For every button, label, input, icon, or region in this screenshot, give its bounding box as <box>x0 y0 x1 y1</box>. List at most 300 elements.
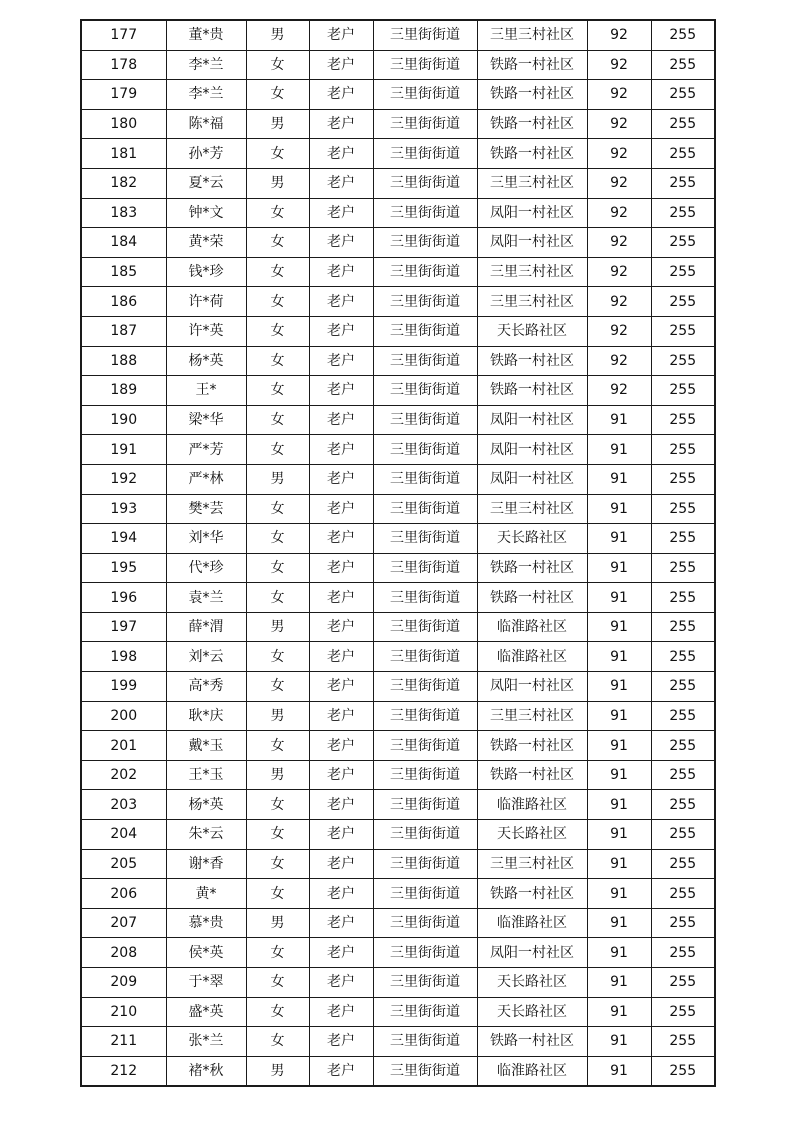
cell-amount: 255 <box>651 168 715 198</box>
cell-amount: 255 <box>651 287 715 317</box>
cell-household-type: 老户 <box>309 20 373 50</box>
cell-household-type: 老户 <box>309 524 373 554</box>
cell-score: 91 <box>587 908 651 938</box>
table-row <box>81 553 715 583</box>
cell-street: 三里街街道 <box>373 997 477 1027</box>
table-row <box>81 435 715 465</box>
cell-gender: 女 <box>246 316 309 346</box>
cell-community: 临淮路社区 <box>477 642 587 672</box>
cell-street: 三里街街道 <box>373 109 477 139</box>
cell-community: 铁路一村社区 <box>477 139 587 169</box>
cell-street: 三里街街道 <box>373 287 477 317</box>
cell-household-type: 老户 <box>309 316 373 346</box>
table-row <box>81 494 715 524</box>
cell-score: 92 <box>587 80 651 110</box>
table-row <box>81 820 715 850</box>
cell-name: 张*兰 <box>166 1027 246 1057</box>
table-row <box>81 464 715 494</box>
cell-name: 严*芳 <box>166 435 246 465</box>
cell-street: 三里街街道 <box>373 168 477 198</box>
cell-gender: 女 <box>246 287 309 317</box>
cell-name: 许*英 <box>166 316 246 346</box>
cell-name: 耿*庆 <box>166 701 246 731</box>
cell-household-type: 老户 <box>309 435 373 465</box>
cell-score: 91 <box>587 790 651 820</box>
cell-community: 凤阳一村社区 <box>477 672 587 702</box>
table-row <box>81 938 715 968</box>
cell-household-type: 老户 <box>309 257 373 287</box>
table-row <box>81 1027 715 1057</box>
cell-street: 三里街街道 <box>373 820 477 850</box>
cell-score: 92 <box>587 139 651 169</box>
cell-row-number: 204 <box>81 820 166 850</box>
cell-row-number: 188 <box>81 346 166 376</box>
cell-name: 王* <box>166 376 246 406</box>
cell-amount: 255 <box>651 405 715 435</box>
table-row <box>81 346 715 376</box>
cell-row-number: 181 <box>81 139 166 169</box>
cell-name: 刘*云 <box>166 642 246 672</box>
cell-street: 三里街街道 <box>373 701 477 731</box>
cell-name: 钟*文 <box>166 198 246 228</box>
cell-row-number: 205 <box>81 849 166 879</box>
cell-row-number: 180 <box>81 109 166 139</box>
cell-row-number: 207 <box>81 908 166 938</box>
cell-household-type: 老户 <box>309 701 373 731</box>
cell-household-type: 老户 <box>309 849 373 879</box>
cell-amount: 255 <box>651 879 715 909</box>
cell-household-type: 老户 <box>309 553 373 583</box>
table-row <box>81 731 715 761</box>
cell-name: 代*珍 <box>166 553 246 583</box>
cell-amount: 255 <box>651 109 715 139</box>
cell-gender: 女 <box>246 50 309 80</box>
cell-household-type: 老户 <box>309 1027 373 1057</box>
cell-household-type: 老户 <box>309 612 373 642</box>
cell-community: 凤阳一村社区 <box>477 938 587 968</box>
cell-gender: 女 <box>246 731 309 761</box>
cell-score: 92 <box>587 376 651 406</box>
cell-name: 孙*芳 <box>166 139 246 169</box>
cell-household-type: 老户 <box>309 376 373 406</box>
cell-household-type: 老户 <box>309 228 373 258</box>
cell-household-type: 老户 <box>309 583 373 613</box>
cell-street: 三里街街道 <box>373 524 477 554</box>
cell-score: 91 <box>587 849 651 879</box>
cell-street: 三里街街道 <box>373 346 477 376</box>
cell-score: 92 <box>587 198 651 228</box>
cell-name: 李*兰 <box>166 50 246 80</box>
cell-street: 三里街街道 <box>373 80 477 110</box>
cell-household-type: 老户 <box>309 968 373 998</box>
table-row <box>81 583 715 613</box>
cell-score: 91 <box>587 672 651 702</box>
table-row <box>81 80 715 110</box>
cell-street: 三里街街道 <box>373 405 477 435</box>
cell-household-type: 老户 <box>309 938 373 968</box>
table-body <box>81 20 715 1086</box>
table-row <box>81 849 715 879</box>
cell-score: 91 <box>587 405 651 435</box>
cell-name: 董*贵 <box>166 20 246 50</box>
cell-name: 慕*贵 <box>166 908 246 938</box>
cell-community: 凤阳一村社区 <box>477 228 587 258</box>
table-row <box>81 997 715 1027</box>
cell-amount: 255 <box>651 139 715 169</box>
cell-row-number: 178 <box>81 50 166 80</box>
cell-score: 91 <box>587 968 651 998</box>
cell-amount: 255 <box>651 731 715 761</box>
cell-amount: 255 <box>651 553 715 583</box>
cell-gender: 女 <box>246 849 309 879</box>
cell-street: 三里街街道 <box>373 257 477 287</box>
table-row <box>81 760 715 790</box>
cell-amount: 255 <box>651 1056 715 1086</box>
cell-amount: 255 <box>651 228 715 258</box>
cell-household-type: 老户 <box>309 464 373 494</box>
cell-street: 三里街街道 <box>373 849 477 879</box>
cell-street: 三里街街道 <box>373 612 477 642</box>
cell-household-type: 老户 <box>309 879 373 909</box>
cell-amount: 255 <box>651 849 715 879</box>
cell-score: 91 <box>587 464 651 494</box>
cell-community: 铁路一村社区 <box>477 376 587 406</box>
cell-household-type: 老户 <box>309 287 373 317</box>
cell-community: 三里三村社区 <box>477 257 587 287</box>
table-row <box>81 405 715 435</box>
cell-name: 王*玉 <box>166 760 246 790</box>
table-row <box>81 1056 715 1086</box>
cell-row-number: 197 <box>81 612 166 642</box>
cell-score: 91 <box>587 1027 651 1057</box>
table-row <box>81 168 715 198</box>
table-row <box>81 50 715 80</box>
cell-row-number: 212 <box>81 1056 166 1086</box>
cell-gender: 女 <box>246 228 309 258</box>
table-row <box>81 672 715 702</box>
cell-score: 91 <box>587 435 651 465</box>
table-row <box>81 524 715 554</box>
cell-gender: 女 <box>246 553 309 583</box>
cell-community: 凤阳一村社区 <box>477 464 587 494</box>
table-row <box>81 612 715 642</box>
cell-name: 许*荷 <box>166 287 246 317</box>
cell-gender: 女 <box>246 820 309 850</box>
cell-street: 三里街街道 <box>373 1027 477 1057</box>
cell-community: 凤阳一村社区 <box>477 198 587 228</box>
cell-name: 樊*芸 <box>166 494 246 524</box>
cell-row-number: 211 <box>81 1027 166 1057</box>
table-row <box>81 20 715 50</box>
cell-community: 天长路社区 <box>477 820 587 850</box>
cell-name: 钱*珍 <box>166 257 246 287</box>
cell-score: 92 <box>587 20 651 50</box>
cell-gender: 男 <box>246 1056 309 1086</box>
cell-amount: 255 <box>651 612 715 642</box>
cell-gender: 女 <box>246 346 309 376</box>
cell-gender: 女 <box>246 642 309 672</box>
cell-community: 铁路一村社区 <box>477 1027 587 1057</box>
cell-score: 92 <box>587 287 651 317</box>
cell-household-type: 老户 <box>309 494 373 524</box>
cell-street: 三里街街道 <box>373 760 477 790</box>
cell-community: 临淮路社区 <box>477 612 587 642</box>
cell-street: 三里街街道 <box>373 1056 477 1086</box>
cell-community: 临淮路社区 <box>477 1056 587 1086</box>
cell-name: 黄*荣 <box>166 228 246 258</box>
cell-community: 三里三村社区 <box>477 494 587 524</box>
cell-amount: 255 <box>651 672 715 702</box>
cell-row-number: 185 <box>81 257 166 287</box>
cell-gender: 女 <box>246 257 309 287</box>
cell-score: 91 <box>587 642 651 672</box>
cell-street: 三里街街道 <box>373 938 477 968</box>
cell-gender: 女 <box>246 435 309 465</box>
cell-row-number: 190 <box>81 405 166 435</box>
cell-street: 三里街街道 <box>373 672 477 702</box>
cell-gender: 女 <box>246 790 309 820</box>
cell-score: 91 <box>587 524 651 554</box>
cell-score: 92 <box>587 168 651 198</box>
cell-amount: 255 <box>651 908 715 938</box>
cell-street: 三里街街道 <box>373 642 477 672</box>
cell-row-number: 202 <box>81 760 166 790</box>
cell-community: 三里三村社区 <box>477 849 587 879</box>
cell-street: 三里街街道 <box>373 494 477 524</box>
cell-score: 91 <box>587 1056 651 1086</box>
cell-score: 91 <box>587 760 651 790</box>
cell-household-type: 老户 <box>309 139 373 169</box>
cell-street: 三里街街道 <box>373 879 477 909</box>
cell-household-type: 老户 <box>309 790 373 820</box>
cell-household-type: 老户 <box>309 1056 373 1086</box>
cell-row-number: 206 <box>81 879 166 909</box>
cell-amount: 255 <box>651 583 715 613</box>
cell-gender: 女 <box>246 376 309 406</box>
cell-name: 黄* <box>166 879 246 909</box>
cell-street: 三里街街道 <box>373 376 477 406</box>
table-row <box>81 642 715 672</box>
cell-gender: 女 <box>246 938 309 968</box>
cell-community: 铁路一村社区 <box>477 50 587 80</box>
cell-score: 92 <box>587 316 651 346</box>
cell-gender: 女 <box>246 879 309 909</box>
cell-score: 92 <box>587 346 651 376</box>
cell-name: 严*林 <box>166 464 246 494</box>
cell-row-number: 199 <box>81 672 166 702</box>
cell-community: 铁路一村社区 <box>477 731 587 761</box>
cell-score: 91 <box>587 820 651 850</box>
cell-score: 92 <box>587 228 651 258</box>
cell-gender: 男 <box>246 701 309 731</box>
cell-household-type: 老户 <box>309 50 373 80</box>
cell-street: 三里街街道 <box>373 20 477 50</box>
cell-name: 刘*华 <box>166 524 246 554</box>
cell-score: 91 <box>587 938 651 968</box>
cell-gender: 女 <box>246 997 309 1027</box>
cell-gender: 女 <box>246 583 309 613</box>
cell-household-type: 老户 <box>309 642 373 672</box>
table-row <box>81 790 715 820</box>
cell-household-type: 老户 <box>309 405 373 435</box>
cell-row-number: 179 <box>81 80 166 110</box>
cell-community: 三里三村社区 <box>477 701 587 731</box>
cell-row-number: 208 <box>81 938 166 968</box>
cell-amount: 255 <box>651 997 715 1027</box>
cell-amount: 255 <box>651 642 715 672</box>
cell-household-type: 老户 <box>309 820 373 850</box>
cell-community: 临淮路社区 <box>477 908 587 938</box>
cell-name: 谢*香 <box>166 849 246 879</box>
cell-score: 92 <box>587 50 651 80</box>
cell-gender: 男 <box>246 109 309 139</box>
cell-street: 三里街街道 <box>373 139 477 169</box>
cell-gender: 女 <box>246 672 309 702</box>
cell-name: 高*秀 <box>166 672 246 702</box>
cell-gender: 男 <box>246 612 309 642</box>
cell-name: 陈*福 <box>166 109 246 139</box>
cell-score: 92 <box>587 109 651 139</box>
cell-household-type: 老户 <box>309 908 373 938</box>
cell-household-type: 老户 <box>309 997 373 1027</box>
cell-community: 三里三村社区 <box>477 20 587 50</box>
table-row <box>81 968 715 998</box>
cell-amount: 255 <box>651 1027 715 1057</box>
cell-row-number: 192 <box>81 464 166 494</box>
cell-street: 三里街街道 <box>373 790 477 820</box>
cell-name: 薛*渭 <box>166 612 246 642</box>
cell-street: 三里街街道 <box>373 908 477 938</box>
table-row <box>81 287 715 317</box>
cell-row-number: 196 <box>81 583 166 613</box>
resident-list-table <box>80 19 716 1087</box>
cell-household-type: 老户 <box>309 80 373 110</box>
cell-amount: 255 <box>651 376 715 406</box>
cell-community: 天长路社区 <box>477 316 587 346</box>
table-row <box>81 701 715 731</box>
cell-community: 临淮路社区 <box>477 790 587 820</box>
cell-street: 三里街街道 <box>373 968 477 998</box>
cell-street: 三里街街道 <box>373 435 477 465</box>
cell-row-number: 187 <box>81 316 166 346</box>
table-row <box>81 198 715 228</box>
cell-amount: 255 <box>651 435 715 465</box>
cell-amount: 255 <box>651 820 715 850</box>
cell-household-type: 老户 <box>309 731 373 761</box>
cell-name: 盛*英 <box>166 997 246 1027</box>
cell-amount: 255 <box>651 494 715 524</box>
cell-score: 92 <box>587 257 651 287</box>
cell-name: 朱*云 <box>166 820 246 850</box>
cell-name: 戴*玉 <box>166 731 246 761</box>
cell-gender: 女 <box>246 80 309 110</box>
cell-amount: 255 <box>651 464 715 494</box>
cell-name: 李*兰 <box>166 80 246 110</box>
cell-community: 铁路一村社区 <box>477 760 587 790</box>
cell-row-number: 182 <box>81 168 166 198</box>
cell-gender: 男 <box>246 168 309 198</box>
cell-street: 三里街街道 <box>373 228 477 258</box>
cell-row-number: 194 <box>81 524 166 554</box>
cell-street: 三里街街道 <box>373 553 477 583</box>
table-row <box>81 879 715 909</box>
cell-score: 91 <box>587 583 651 613</box>
cell-row-number: 191 <box>81 435 166 465</box>
cell-household-type: 老户 <box>309 198 373 228</box>
cell-community: 三里三村社区 <box>477 287 587 317</box>
cell-amount: 255 <box>651 316 715 346</box>
cell-household-type: 老户 <box>309 109 373 139</box>
cell-gender: 女 <box>246 524 309 554</box>
cell-score: 91 <box>587 879 651 909</box>
cell-amount: 255 <box>651 790 715 820</box>
cell-community: 天长路社区 <box>477 968 587 998</box>
cell-row-number: 209 <box>81 968 166 998</box>
cell-row-number: 184 <box>81 228 166 258</box>
cell-row-number: 195 <box>81 553 166 583</box>
cell-gender: 男 <box>246 908 309 938</box>
cell-gender: 女 <box>246 1027 309 1057</box>
table-row <box>81 139 715 169</box>
cell-row-number: 198 <box>81 642 166 672</box>
cell-amount: 255 <box>651 701 715 731</box>
cell-score: 91 <box>587 997 651 1027</box>
cell-gender: 女 <box>246 494 309 524</box>
cell-row-number: 189 <box>81 376 166 406</box>
cell-amount: 255 <box>651 346 715 376</box>
cell-community: 天长路社区 <box>477 997 587 1027</box>
cell-street: 三里街街道 <box>373 731 477 761</box>
cell-row-number: 201 <box>81 731 166 761</box>
cell-amount: 255 <box>651 257 715 287</box>
table-row <box>81 257 715 287</box>
cell-name: 侯*英 <box>166 938 246 968</box>
cell-name: 袁*兰 <box>166 583 246 613</box>
cell-amount: 255 <box>651 50 715 80</box>
cell-community: 铁路一村社区 <box>477 879 587 909</box>
cell-community: 凤阳一村社区 <box>477 405 587 435</box>
table-row <box>81 228 715 258</box>
table-row <box>81 109 715 139</box>
cell-community: 铁路一村社区 <box>477 553 587 583</box>
cell-amount: 255 <box>651 20 715 50</box>
cell-row-number: 200 <box>81 701 166 731</box>
cell-community: 三里三村社区 <box>477 168 587 198</box>
cell-name: 杨*英 <box>166 790 246 820</box>
cell-gender: 女 <box>246 139 309 169</box>
cell-household-type: 老户 <box>309 168 373 198</box>
cell-street: 三里街街道 <box>373 583 477 613</box>
table-row <box>81 316 715 346</box>
cell-row-number: 183 <box>81 198 166 228</box>
cell-score: 91 <box>587 612 651 642</box>
cell-name: 褚*秋 <box>166 1056 246 1086</box>
cell-community: 铁路一村社区 <box>477 583 587 613</box>
cell-name: 夏*云 <box>166 168 246 198</box>
cell-household-type: 老户 <box>309 346 373 376</box>
table-row <box>81 908 715 938</box>
cell-name: 杨*英 <box>166 346 246 376</box>
cell-row-number: 203 <box>81 790 166 820</box>
cell-score: 91 <box>587 731 651 761</box>
table-row <box>81 376 715 406</box>
cell-gender: 女 <box>246 405 309 435</box>
cell-street: 三里街街道 <box>373 464 477 494</box>
cell-score: 91 <box>587 701 651 731</box>
cell-community: 凤阳一村社区 <box>477 435 587 465</box>
cell-row-number: 210 <box>81 997 166 1027</box>
cell-amount: 255 <box>651 198 715 228</box>
